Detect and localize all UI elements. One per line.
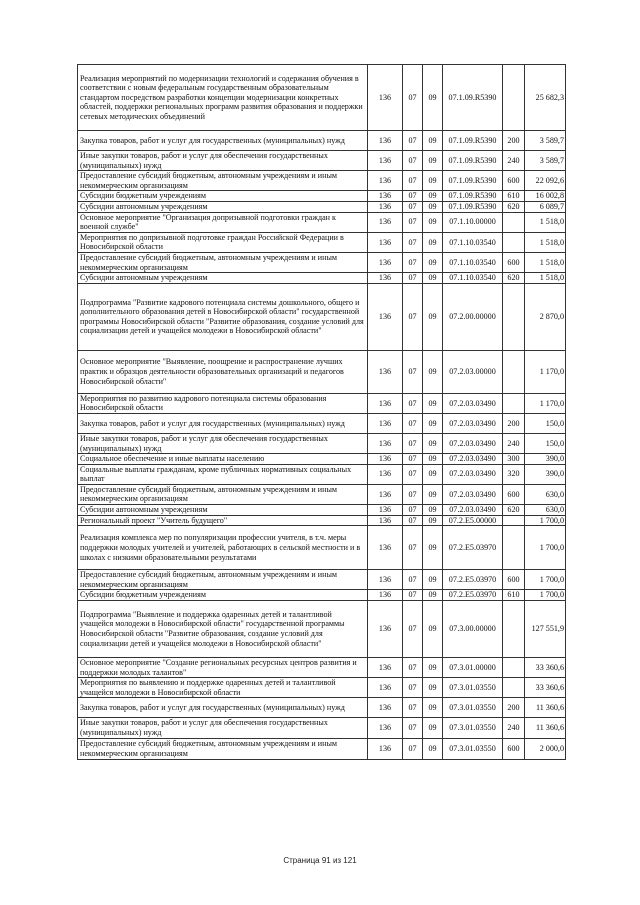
row-section-code: 07 (403, 131, 423, 151)
row-ved-code: 136 (368, 232, 403, 252)
row-target-code: 07.2.03.00000 (443, 350, 503, 393)
row-expense-type: 600 (503, 484, 525, 504)
row-section-code: 07 (403, 505, 423, 516)
table-row (78, 212, 566, 232)
table-row (78, 464, 566, 484)
row-section-code: 07 (403, 65, 423, 131)
row-subsection-code: 09 (423, 350, 443, 393)
row-ved-code: 136 (368, 454, 403, 465)
row-subsection-code: 09 (423, 212, 443, 232)
row-name: Субсидии автономным учреждениям (78, 505, 368, 516)
budget-table (77, 64, 566, 760)
row-ved-code: 136 (368, 131, 403, 151)
row-section-code: 07 (403, 212, 423, 232)
row-name: Субсидии бюджетным учреждениям (78, 590, 368, 601)
row-subsection-code: 09 (423, 718, 443, 738)
row-ved-code: 136 (368, 484, 403, 504)
row-ved-code: 136 (368, 601, 403, 658)
row-amount: 1 700,0 (525, 570, 566, 590)
table-row (78, 131, 566, 151)
row-target-code: 07.2.03.03490 (443, 464, 503, 484)
row-amount: 16 002,8 (525, 191, 566, 202)
row-target-code: 07.2.E5.03970 (443, 526, 503, 570)
row-name: Субсидии автономным учреждениям (78, 201, 368, 212)
row-amount: 150,0 (525, 433, 566, 453)
table-row (78, 433, 566, 453)
row-subsection-code: 09 (423, 433, 443, 453)
row-section-code: 07 (403, 678, 423, 698)
row-amount: 22 092,6 (525, 171, 566, 191)
row-subsection-code: 09 (423, 454, 443, 465)
row-amount: 1 700,0 (525, 526, 566, 570)
row-name: Мероприятия по допризывной подготовке граждан Российской Федерации в Новосибирской области (78, 232, 368, 252)
row-expense-type (503, 601, 525, 658)
table-row (78, 393, 566, 413)
row-ved-code: 136 (368, 698, 403, 718)
row-name: Мероприятия по развитию кадрового потенциала системы образования Новосибирской области (78, 393, 368, 413)
row-amount: 127 551,9 (525, 601, 566, 658)
row-section-code: 07 (403, 718, 423, 738)
row-amount: 150,0 (525, 413, 566, 433)
row-section-code: 07 (403, 393, 423, 413)
table-row (78, 232, 566, 252)
row-name: Подпрограмма "Развитие кадрового потенциала системы дошкольного, общего и дополнительного образования детей в Новосибирской области" государственной программы Новосибирской области "Развитие образования, создание условий для социализации детей и учащейся молодежи в Новосибирской области" (78, 283, 368, 350)
row-section-code: 07 (403, 252, 423, 272)
table-row (78, 505, 566, 516)
row-expense-type: 600 (503, 171, 525, 191)
row-name: Региональный проект "Учитель будущего" (78, 515, 368, 526)
row-expense-type (503, 393, 525, 413)
row-section-code: 07 (403, 171, 423, 191)
table-row (78, 515, 566, 526)
row-target-code: 07.3.00.00000 (443, 601, 503, 658)
row-expense-type: 610 (503, 590, 525, 601)
row-expense-type (503, 283, 525, 350)
row-subsection-code: 09 (423, 252, 443, 272)
row-expense-type (503, 65, 525, 131)
row-expense-type: 200 (503, 698, 525, 718)
table-row (78, 252, 566, 272)
row-ved-code: 136 (368, 433, 403, 453)
row-ved-code: 136 (368, 273, 403, 284)
row-expense-type: 320 (503, 464, 525, 484)
row-section-code: 07 (403, 433, 423, 453)
table-row (78, 151, 566, 171)
row-subsection-code: 09 (423, 484, 443, 504)
row-subsection-code: 09 (423, 570, 443, 590)
row-expense-type: 200 (503, 131, 525, 151)
row-name: Иные закупки товаров, работ и услуг для обеспечения государственных (муниципальных) нужд (78, 718, 368, 738)
row-amount: 1 518,0 (525, 232, 566, 252)
row-subsection-code: 09 (423, 698, 443, 718)
row-target-code: 07.2.00.00000 (443, 283, 503, 350)
row-amount: 3 589,7 (525, 131, 566, 151)
table-row (78, 65, 566, 131)
row-target-code: 07.1.10.03540 (443, 232, 503, 252)
row-expense-type: 300 (503, 454, 525, 465)
table-row (78, 484, 566, 504)
row-target-code: 07.1.09.R5390 (443, 201, 503, 212)
row-expense-type: 200 (503, 413, 525, 433)
row-ved-code: 136 (368, 201, 403, 212)
row-amount: 11 360,6 (525, 718, 566, 738)
table-row (78, 601, 566, 658)
row-target-code: 07.3.01.03550 (443, 698, 503, 718)
row-target-code: 07.1.10.00000 (443, 212, 503, 232)
row-section-code: 07 (403, 484, 423, 504)
row-name: Основное мероприятие "Выявление, поощрение и распространение лучших практик и образцов деятельности образовательных организаций и педагогов Новосибирской области" (78, 350, 368, 393)
row-ved-code: 136 (368, 718, 403, 738)
row-target-code: 07.3.01.03550 (443, 718, 503, 738)
row-name: Закупка товаров, работ и услуг для государственных (муниципальных) нужд (78, 698, 368, 718)
row-ved-code: 136 (368, 65, 403, 131)
row-name: Закупка товаров, работ и услуг для государственных (муниципальных) нужд (78, 131, 368, 151)
row-ved-code: 136 (368, 393, 403, 413)
row-section-code: 07 (403, 590, 423, 601)
row-subsection-code: 09 (423, 191, 443, 202)
row-name: Основное мероприятие "Создание региональных ресурсных центров развития и поддержки молодых талантов" (78, 658, 368, 678)
row-amount: 1 518,0 (525, 212, 566, 232)
row-name: Субсидии автономным учреждениям (78, 273, 368, 284)
row-amount: 630,0 (525, 484, 566, 504)
row-subsection-code: 09 (423, 131, 443, 151)
table-row (78, 454, 566, 465)
row-target-code: 07.2.03.03490 (443, 433, 503, 453)
row-subsection-code: 09 (423, 171, 443, 191)
row-subsection-code: 09 (423, 738, 443, 759)
row-ved-code: 136 (368, 252, 403, 272)
row-section-code: 07 (403, 273, 423, 284)
row-amount: 630,0 (525, 505, 566, 516)
row-amount: 3 589,7 (525, 151, 566, 171)
row-section-code: 07 (403, 515, 423, 526)
row-name: Предоставление субсидий бюджетным, автономным учреждениям и иным некоммерческим организациям (78, 484, 368, 504)
row-ved-code: 136 (368, 464, 403, 484)
row-subsection-code: 09 (423, 273, 443, 284)
row-section-code: 07 (403, 738, 423, 759)
row-target-code: 07.2.03.03490 (443, 454, 503, 465)
row-expense-type: 620 (503, 201, 525, 212)
row-expense-type: 240 (503, 433, 525, 453)
row-expense-type: 600 (503, 252, 525, 272)
row-amount: 2 870,0 (525, 283, 566, 350)
row-section-code: 07 (403, 151, 423, 171)
row-expense-type: 240 (503, 151, 525, 171)
row-name: Субсидии бюджетным учреждениям (78, 191, 368, 202)
row-target-code: 07.1.10.03540 (443, 273, 503, 284)
row-subsection-code: 09 (423, 201, 443, 212)
row-section-code: 07 (403, 454, 423, 465)
row-ved-code: 136 (368, 171, 403, 191)
row-target-code: 07.1.09.R5390 (443, 191, 503, 202)
row-subsection-code: 09 (423, 413, 443, 433)
row-section-code: 07 (403, 283, 423, 350)
row-target-code: 07.2.E5.03970 (443, 570, 503, 590)
row-subsection-code: 09 (423, 151, 443, 171)
row-name: Социальное обеспечение и иные выплаты населению (78, 454, 368, 465)
row-name: Предоставление субсидий бюджетным, автономным учреждениям и иным некоммерческим организациям (78, 570, 368, 590)
table-row (78, 738, 566, 759)
row-amount: 1 518,0 (525, 252, 566, 272)
row-amount: 1 700,0 (525, 590, 566, 601)
row-amount: 1 170,0 (525, 393, 566, 413)
row-expense-type: 620 (503, 505, 525, 516)
row-expense-type (503, 232, 525, 252)
row-name: Иные закупки товаров, работ и услуг для обеспечения государственных (муниципальных) нужд (78, 433, 368, 453)
row-name: Мероприятия по выявлению и поддержке одаренных детей и талантливой учащейся молодежи в Новосибирской области (78, 678, 368, 698)
row-name: Реализация мероприятий по модернизации технологий и содержания обучения в соответствии с новым федеральным государственным образовательным стандартом посредством разработки концепции модернизации конкретных областей, поддержки региональных программ развития образования и поддержки сетевых методических объединений (78, 65, 368, 131)
row-name: Реализация комплекса мер по популяризации профессии учителя, в т.ч. меры поддержки молодых учителей и учителей, работающих в сельской местности и в школах с низкими образовательными результатами (78, 526, 368, 570)
row-ved-code: 136 (368, 590, 403, 601)
row-name: Социальные выплаты гражданам, кроме публичных нормативных социальных выплат (78, 464, 368, 484)
row-name: Иные закупки товаров, работ и услуг для обеспечения государственных (муниципальных) нужд (78, 151, 368, 171)
row-ved-code: 136 (368, 570, 403, 590)
row-subsection-code: 09 (423, 678, 443, 698)
row-target-code: 07.1.09.R5390 (443, 151, 503, 171)
row-subsection-code: 09 (423, 464, 443, 484)
row-subsection-code: 09 (423, 590, 443, 601)
row-section-code: 07 (403, 526, 423, 570)
row-target-code: 07.2.E5.03970 (443, 590, 503, 601)
table-row (78, 201, 566, 212)
row-ved-code: 136 (368, 658, 403, 678)
row-name: Предоставление субсидий бюджетным, автономным учреждениям и иным некоммерческим организациям (78, 252, 368, 272)
row-ved-code: 136 (368, 678, 403, 698)
row-section-code: 07 (403, 464, 423, 484)
row-expense-type: 240 (503, 718, 525, 738)
row-amount: 33 360,6 (525, 678, 566, 698)
row-target-code: 07.2.03.03490 (443, 413, 503, 433)
row-subsection-code: 09 (423, 505, 443, 516)
table-row (78, 590, 566, 601)
row-amount: 33 360,6 (525, 658, 566, 678)
table-row (78, 570, 566, 590)
table-row (78, 698, 566, 718)
row-section-code: 07 (403, 413, 423, 433)
row-target-code: 07.2.03.03490 (443, 393, 503, 413)
row-expense-type (503, 526, 525, 570)
table-row (78, 413, 566, 433)
table-row (78, 718, 566, 738)
row-ved-code: 136 (368, 350, 403, 393)
row-ved-code: 136 (368, 505, 403, 516)
row-ved-code: 136 (368, 151, 403, 171)
row-name: Предоставление субсидий бюджетным, автономным учреждениям и иным некоммерческим организациям (78, 738, 368, 759)
row-subsection-code: 09 (423, 601, 443, 658)
table-row (78, 658, 566, 678)
row-subsection-code: 09 (423, 65, 443, 131)
row-name: Основное мероприятие "Организация допризывной подготовки граждан к военной службе" (78, 212, 368, 232)
row-subsection-code: 09 (423, 515, 443, 526)
row-target-code: 07.1.09.R5390 (443, 65, 503, 131)
row-subsection-code: 09 (423, 232, 443, 252)
row-subsection-code: 09 (423, 283, 443, 350)
row-ved-code: 136 (368, 413, 403, 433)
row-ved-code: 136 (368, 283, 403, 350)
row-expense-type: 610 (503, 191, 525, 202)
row-expense-type: 600 (503, 738, 525, 759)
row-ved-code: 136 (368, 212, 403, 232)
row-target-code: 07.3.01.00000 (443, 658, 503, 678)
table-row (78, 678, 566, 698)
row-ved-code: 136 (368, 526, 403, 570)
row-subsection-code: 09 (423, 393, 443, 413)
row-ved-code: 136 (368, 515, 403, 526)
row-amount: 2 000,0 (525, 738, 566, 759)
row-amount: 1 170,0 (525, 350, 566, 393)
row-target-code: 07.2.03.03490 (443, 505, 503, 516)
row-section-code: 07 (403, 601, 423, 658)
row-subsection-code: 09 (423, 526, 443, 570)
row-subsection-code: 09 (423, 658, 443, 678)
row-section-code: 07 (403, 191, 423, 202)
table-row (78, 273, 566, 284)
row-ved-code: 136 (368, 191, 403, 202)
row-target-code: 07.1.09.R5390 (443, 131, 503, 151)
table-row (78, 191, 566, 202)
row-section-code: 07 (403, 201, 423, 212)
row-expense-type (503, 678, 525, 698)
row-section-code: 07 (403, 570, 423, 590)
row-ved-code: 136 (368, 738, 403, 759)
table-row (78, 283, 566, 350)
row-amount: 390,0 (525, 454, 566, 465)
table-row (78, 171, 566, 191)
row-target-code: 07.2.03.03490 (443, 484, 503, 504)
row-amount: 390,0 (525, 464, 566, 484)
row-target-code: 07.2.E5.00000 (443, 515, 503, 526)
row-section-code: 07 (403, 232, 423, 252)
row-name: Закупка товаров, работ и услуг для государственных (муниципальных) нужд (78, 413, 368, 433)
row-target-code: 07.3.01.03550 (443, 678, 503, 698)
table-row (78, 350, 566, 393)
row-expense-type (503, 350, 525, 393)
row-target-code: 07.1.09.R5390 (443, 171, 503, 191)
row-expense-type: 600 (503, 570, 525, 590)
row-expense-type: 620 (503, 273, 525, 284)
row-section-code: 07 (403, 698, 423, 718)
row-amount: 25 682,3 (525, 65, 566, 131)
row-amount: 6 089,7 (525, 201, 566, 212)
row-name: Подпрограмма "Выявление и поддержка одаренных детей и талантливой учащейся молодежи в Новосибирской области" государственной программы Новосибирской области "Развитие образования, создание условий для социализации детей и учащейся молодежи в Новосибирской области" (78, 601, 368, 658)
row-target-code: 07.3.01.03550 (443, 738, 503, 759)
row-amount: 1 700,0 (525, 515, 566, 526)
page-number: Страница 91 из 121 (283, 856, 357, 865)
row-amount: 1 518,0 (525, 273, 566, 284)
row-name: Предоставление субсидий бюджетным, автономным учреждениям и иным некоммерческим организациям (78, 171, 368, 191)
row-target-code: 07.1.10.03540 (443, 252, 503, 272)
row-expense-type (503, 515, 525, 526)
row-expense-type (503, 658, 525, 678)
row-expense-type (503, 212, 525, 232)
table-row (78, 526, 566, 570)
row-section-code: 07 (403, 658, 423, 678)
row-section-code: 07 (403, 350, 423, 393)
row-amount: 11 360,6 (525, 698, 566, 718)
